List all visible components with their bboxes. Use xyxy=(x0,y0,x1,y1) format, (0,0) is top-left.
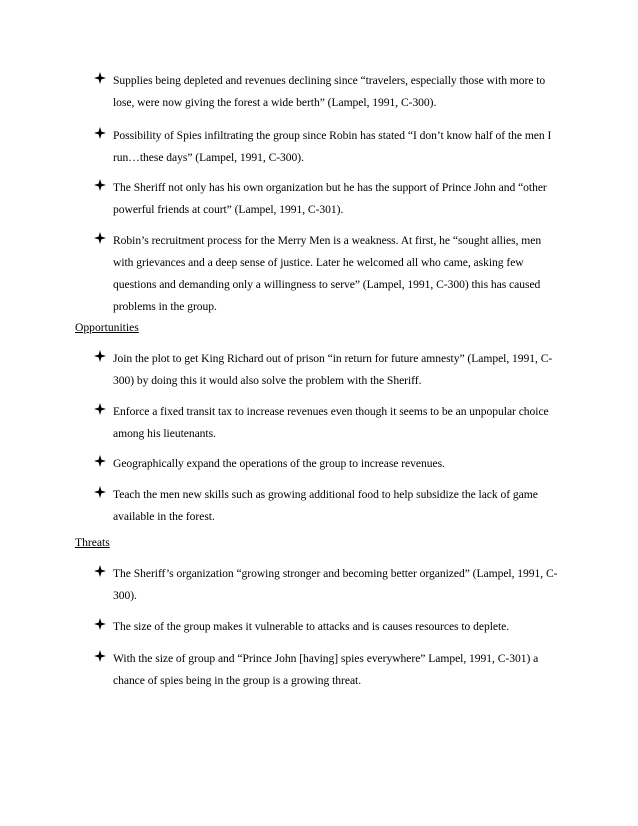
diamond-bullet-icon xyxy=(94,127,106,139)
list-item-text: Geographically expand the operations of the group to increase revenues. xyxy=(113,457,445,470)
diamond-bullet-icon xyxy=(94,486,106,498)
diamond-bullet-icon xyxy=(94,455,106,467)
diamond-bullet-icon xyxy=(94,650,106,662)
diamond-bullet-icon xyxy=(94,618,106,630)
list-item-text: Robin’s recruitment process for the Merry Men is a weakness. At first, he “sought allies, men with grievances and a deep sense of justice. Later he welcomed all who came, asking few questions and demanding only a willingness to serve” (Lampel, 1991, C-300) this has caused problems in the group. xyxy=(113,234,542,313)
diamond-bullet-icon xyxy=(94,565,106,577)
diamond-bullet-icon xyxy=(94,350,106,362)
diamond-bullet-icon xyxy=(94,179,106,191)
diamond-bullet-icon xyxy=(94,72,106,84)
list-item-text: Supplies being depleted and revenues declining since “travelers, especially those with more to lose, were now giving the forest a wide berth” (Lampel, 1991, C-300). xyxy=(113,74,546,109)
list-item-text: Possibility of Spies infiltrating the group since Robin has stated “I don’t know half of the men I run…these days” (Lampel, 1991, C-300). xyxy=(113,129,552,164)
list-item-text: Enforce a fixed transit tax to increase revenues even though it seems to be an unpopular choice among his lieutenants. xyxy=(113,405,549,440)
section-heading-threats: Threats xyxy=(75,536,110,549)
list-item-text: The Sheriff’s organization “growing stronger and becoming better organized” (Lampel, 1991, C-300). xyxy=(113,567,558,602)
list-item-text: Teach the men new skills such as growing additional food to help subsidize the lack of game available in the forest. xyxy=(113,488,538,523)
diamond-bullet-icon xyxy=(94,232,106,244)
list-item-text: The size of the group makes it vulnerable to attacks and is causes resources to deplete. xyxy=(113,620,510,633)
section-heading-opportunities: Opportunities xyxy=(75,321,139,334)
list-item-text: With the size of group and “Prince John [having] spies everywhere” Lampel, 1991, C-301) a chance of spies being in the group is a growing threat. xyxy=(113,652,539,687)
diamond-bullet-icon xyxy=(94,403,106,415)
list-item-text: Join the plot to get King Richard out of prison “in return for future amnesty” (Lampel, 1991, C-300) by doing this it would also solve the problem with the Sheriff. xyxy=(113,352,553,387)
list-item-text: The Sheriff not only has his own organization but he has the support of Prince John and “other powerful friends at court” (Lampel, 1991, C-301). xyxy=(113,181,547,216)
